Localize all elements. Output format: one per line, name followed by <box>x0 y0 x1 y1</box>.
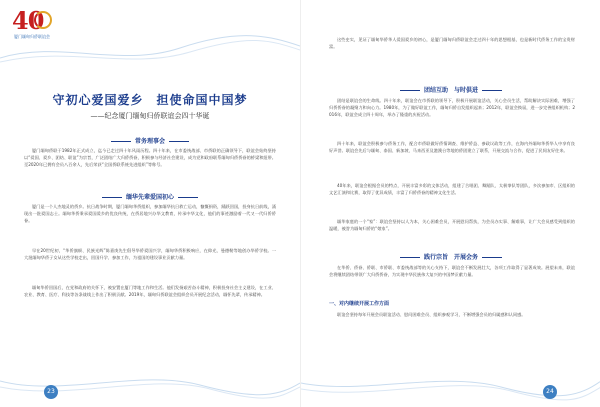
section-heading-patriotism <box>0 192 300 201</box>
page-number: 24 <box>543 385 557 399</box>
section-title: 践行宗旨 开展会务 <box>423 254 478 261</box>
paragraph: 40年来，联谊会根据会员的特点，开展丰富多彩的文体活动，组建了合唱团、舞蹈队、太极拳队等团队，多次参加市、区组织的文艺汇演和比赛，取得了优异成绩，丰富了归侨侨眷的精神文化生活。 <box>329 183 575 195</box>
wave-decoration-icon <box>0 30 300 70</box>
section-heading-unity <box>301 85 600 94</box>
paragraph: 团结是联谊会的生命线。四十年来，联谊会在市侨联的领导下，积极开展联谊活动，关心会员生活，帮助解决实际困难，增强了归侨侨眷的凝聚力和向心力。1980年，为了做好联谊工作，缅甸归侨自发组织起来；2012年，联谊会换届，进一步完善组织机构；2016年，联谊会成立四十周年，举办了隆重的庆祝活动。 <box>329 98 575 117</box>
divider <box>400 257 420 258</box>
divider <box>482 90 502 91</box>
right-page <box>300 0 600 407</box>
article-title: 守初心爱国爱乡 担使命国中国梦 <box>52 93 248 107</box>
logo-caption: 厦门缅甸归侨联谊会 <box>14 34 50 39</box>
section-title: 常务理事会 <box>134 138 165 145</box>
paragraph: 厦门缅甸侨联于1982年正式成立，迄今已走过四十年风雨历程。四十年来，在市委统战部、市侨联的正确领导下，联谊会始终坚持以“爱国、爱乡、团结、联谊”为宗旨，广泛团结广大归侨侨眷，积极参与经济社会建设，成为党和政府联系缅甸归侨侨眷的桥梁和纽带。至2020年已拥有会员八百余人，先后荣获“全国侨联系统先进组织”等称号。 <box>24 148 276 167</box>
divider <box>178 197 198 198</box>
article-subtitle: ——纪念厦门缅甸归侨联谊会四十华诞 <box>90 112 210 120</box>
paragraph: 四十年来，联谊会积极参与侨务工作，配合市侨联做好侨情调查、维护侨益、参政议政等工作，在海内外缅甸华侨华人中享有良好声誉。联谊会先后与缅甸、泰国、新加坡、马来西亚及港澳台等地的侨团建立了联系，开展交流与合作，促进了民间友好往来。 <box>329 141 575 153</box>
paragraph: 早在20世纪初，“华侨旗帜、民族光辉”陈嘉庚先生倡导华侨爱国兴学，缅甸华侨积极响应，在仰光、曼德勒等地创办华侨学校。一大批缅甸华侨子女从这些学校走出，回国升学、参加工作，为祖国的建设事业贡献力量。 <box>24 248 276 260</box>
section-heading-service <box>301 252 600 261</box>
divider <box>111 141 131 142</box>
divider <box>482 257 502 258</box>
paragraph: 联谊会坚持每年开展会员联谊活动、慰问困难会员、组织参观学习，不断增强会员的归属感和认同感。 <box>337 312 526 317</box>
section-title: 缅华先辈爱国初心 <box>125 194 174 201</box>
paragraph: 缅甸华侨回国后，在党和政府的关怀下，被安置在厦门等地工作和生活。他们发扬艰苦奋斗精神，积极投身社会主义建设，在工业、农业、教育、医疗、科技等各条战线上作出了积极贡献。2019年，缅甸归侨联谊会组织会员开展纪念活动，缅怀先辈，传承精神。 <box>24 285 276 297</box>
divider <box>169 141 189 142</box>
divider <box>102 197 122 198</box>
sub-heading: 一、对内继续开展工作方面 <box>329 301 390 307</box>
logo-ring-icon <box>34 11 52 29</box>
paragraph: 这些史实，见证了缅甸华侨华人爱国爱乡的初心，是厦门缅甸归侨联谊会走过四十年的思想根基，也是新时代侨务工作的宝贵财富。 <box>329 37 575 49</box>
page-number: 23 <box>44 385 58 399</box>
paragraph: 厦门是一个人杰地灵的侨乡。抗日战争时期，厦门缅甸华侨组织，参加缅华抗日救亡运动，慷慨捐资，踊跃回国，投身抗日前线，涌现出一批爱国志士。缅甸华侨秉承爱国爱乡的优良传统，在侨居地兴办华文教育，传承中华文化，他们的事迹激励着一代又一代归侨侨眷。 <box>24 204 276 223</box>
paragraph: 缅华家庭的一个“家”：联谊会坚持以人为本，关心困难会员，开展慰问帮扶，为会员办实事、解难事，让广大会员感受到组织的温暖，被誉为缅甸归侨的“娘家”。 <box>329 219 575 231</box>
paragraph: 在华侨、侨眷、侨联、市侨联、市委统战部等的关心支持下，联谊会不断发展壮大，各项工作取得了显著成效。展望未来，联谊会将继续团结带领广大归侨侨眷，为实现中华民族伟大复兴的中国梦贡献力量。 <box>329 265 575 277</box>
section-title: 团结互助 与时俱进 <box>423 87 478 94</box>
divider <box>400 90 420 91</box>
section-heading-council <box>0 136 300 145</box>
logo-number: 40 <box>12 6 44 35</box>
